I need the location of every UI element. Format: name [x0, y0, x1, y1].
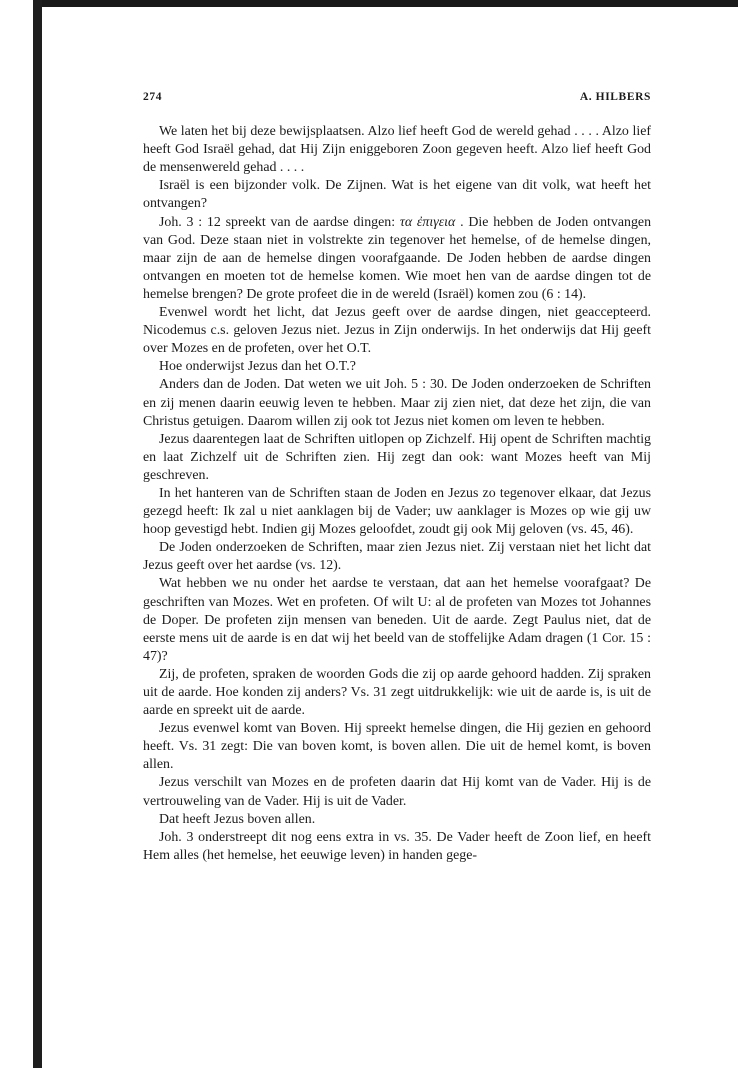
paragraph: Joh. 3 onderstreept dit nog eens extra in vs. 35. De Vader heeft de Zoon lief, en heeft Hem alles (het hemelse, het eeuwige leven) in handen gege- [143, 829, 651, 863]
book-page [143, 88, 651, 865]
running-title: A. HILBERS [579, 91, 651, 103]
paragraph: Hoe onderwijst Jezus dan het O.T.? [159, 359, 356, 375]
paragraph: In het hanteren van de Schriften staan de Joden en Jezus zo tegenover elkaar, dat Jezus gezegd heeft: Ik zal u niet aanklagen bij de Vader; uw aanklager is Mozes op wie gij uw hoop gevestigd hebt. Indien gij Mozes geloofdet, zoudt gij ook Mij geloven (vs. 45, 46). [143, 485, 651, 538]
paragraph: Jezus evenwel komt van Boven. Hij spreekt hemelse dingen, die Hij gezien en gehoord heeft. Vs. 31 zegt: Die van boven komt, is boven allen. Die uit de hemel komt, is boven allen. [143, 721, 651, 773]
paragraph: We laten het bij deze bewijsplaatsen. Alzo lief heeft God de wereld gehad . . . . Alzo lief heeft God Israël gehad, dat Hij Zijn eniggeboren Zoon gegeven heeft. Alzo lief heeft God de mensenwereld gehad . . . . [143, 124, 651, 176]
paragraph: Jezus daarentegen laat de Schriften uitlopen op Zichzelf. Hij opent de Schriften machtig en laat Zichzelf uit de Schriften zien. Hij zegt dan ook: want Mozes heeft van Mij geschreven. [143, 431, 651, 483]
scan-border-left [33, 0, 42, 1068]
scan-border-top [40, 0, 738, 7]
paragraph [143, 214, 651, 304]
paragraph: Israël is een bijzonder volk. De Zijnen. Wat is het eigene van dit volk, wat heeft het ontvangen? [143, 178, 651, 212]
paragraph: Dat heeft Jezus boven allen. [159, 811, 316, 827]
paragraph: Anders dan de Joden. Dat weten we uit Joh. 5 : 30. De Joden onderzoeken de Schriften en zij menen daarin eeuwig leven te hebben. Maar zij zien niet, dat deze het zijn, die van Christus getuigen. Daarom willen zij ook tot Jezus niet komen om leven te hebben. [143, 377, 651, 429]
paragraph: Evenwel wordt het licht, dat Jezus geeft over de aardse dingen, niet geaccepteerd. Nicodemus c.s. geloven Jezus niet. Jezus in Zijn onderwijs. In het onderwijs dat Hij geeft over Mozes en de profeten, over het O.T. [143, 305, 651, 357]
paragraph: De Joden onderzoeken de Schriften, maar zien Jezus niet. Zij verstaan niet het licht dat Jezus geeft over het aardse (vs. 12). [143, 540, 651, 574]
paragraph-text: . Die hebben de Joden ontvangen van God. Deze staan niet in volstrekte zin tegenover het hemelse, of de hemelse dingen, maar zijn de aan de hemelse dingen voorafgaande. De Joden hebben de aardse dingen ontvangen en moeten tot de hemelse komen. Wie moet hen van de aardse dingen tot de hemelse brengen? De grote profeet die in de wereld (Israël) komen zou (6 : 14). [143, 214, 652, 302]
running-header [143, 88, 651, 106]
greek-phrase: τα ἐπιγεια [399, 214, 456, 230]
paragraph: Zij, de profeten, spraken de woorden Gods die zij op aarde gehoord hadden. Zij spraken uit de aarde. Hoe konden zij anders? Vs. 31 zegt uitdrukkelijk: wie uit de aarde is, is uit de aarde en spreekt uit de aarde. [143, 666, 651, 719]
paragraph-text: Joh. 3 : 12 spreekt van de aardse dingen: [159, 214, 400, 230]
paragraph: Jezus verschilt van Mozes en de profeten daarin dat Hij komt van de Vader. Hij is de vertrouweling van de Vader. Hij is uit de Vader. [143, 775, 651, 809]
body-text [143, 123, 651, 865]
paragraph: Wat hebben we nu onder het aardse te verstaan, dat aan het hemelse voorafgaat? De geschriften van Mozes. Wet en profeten. Of wilt U: al de profeten van Mozes tot Johannes de Doper. De profeten zijn mensen van beneden. Uit de aarde. Zegt Paulus niet, dat de eerste mens uit de aarde is en dat wij het beeld van de stoffelijke Adam dragen (1 Cor. 15 : 47)? [143, 576, 651, 664]
page-number: 274 [143, 91, 163, 103]
